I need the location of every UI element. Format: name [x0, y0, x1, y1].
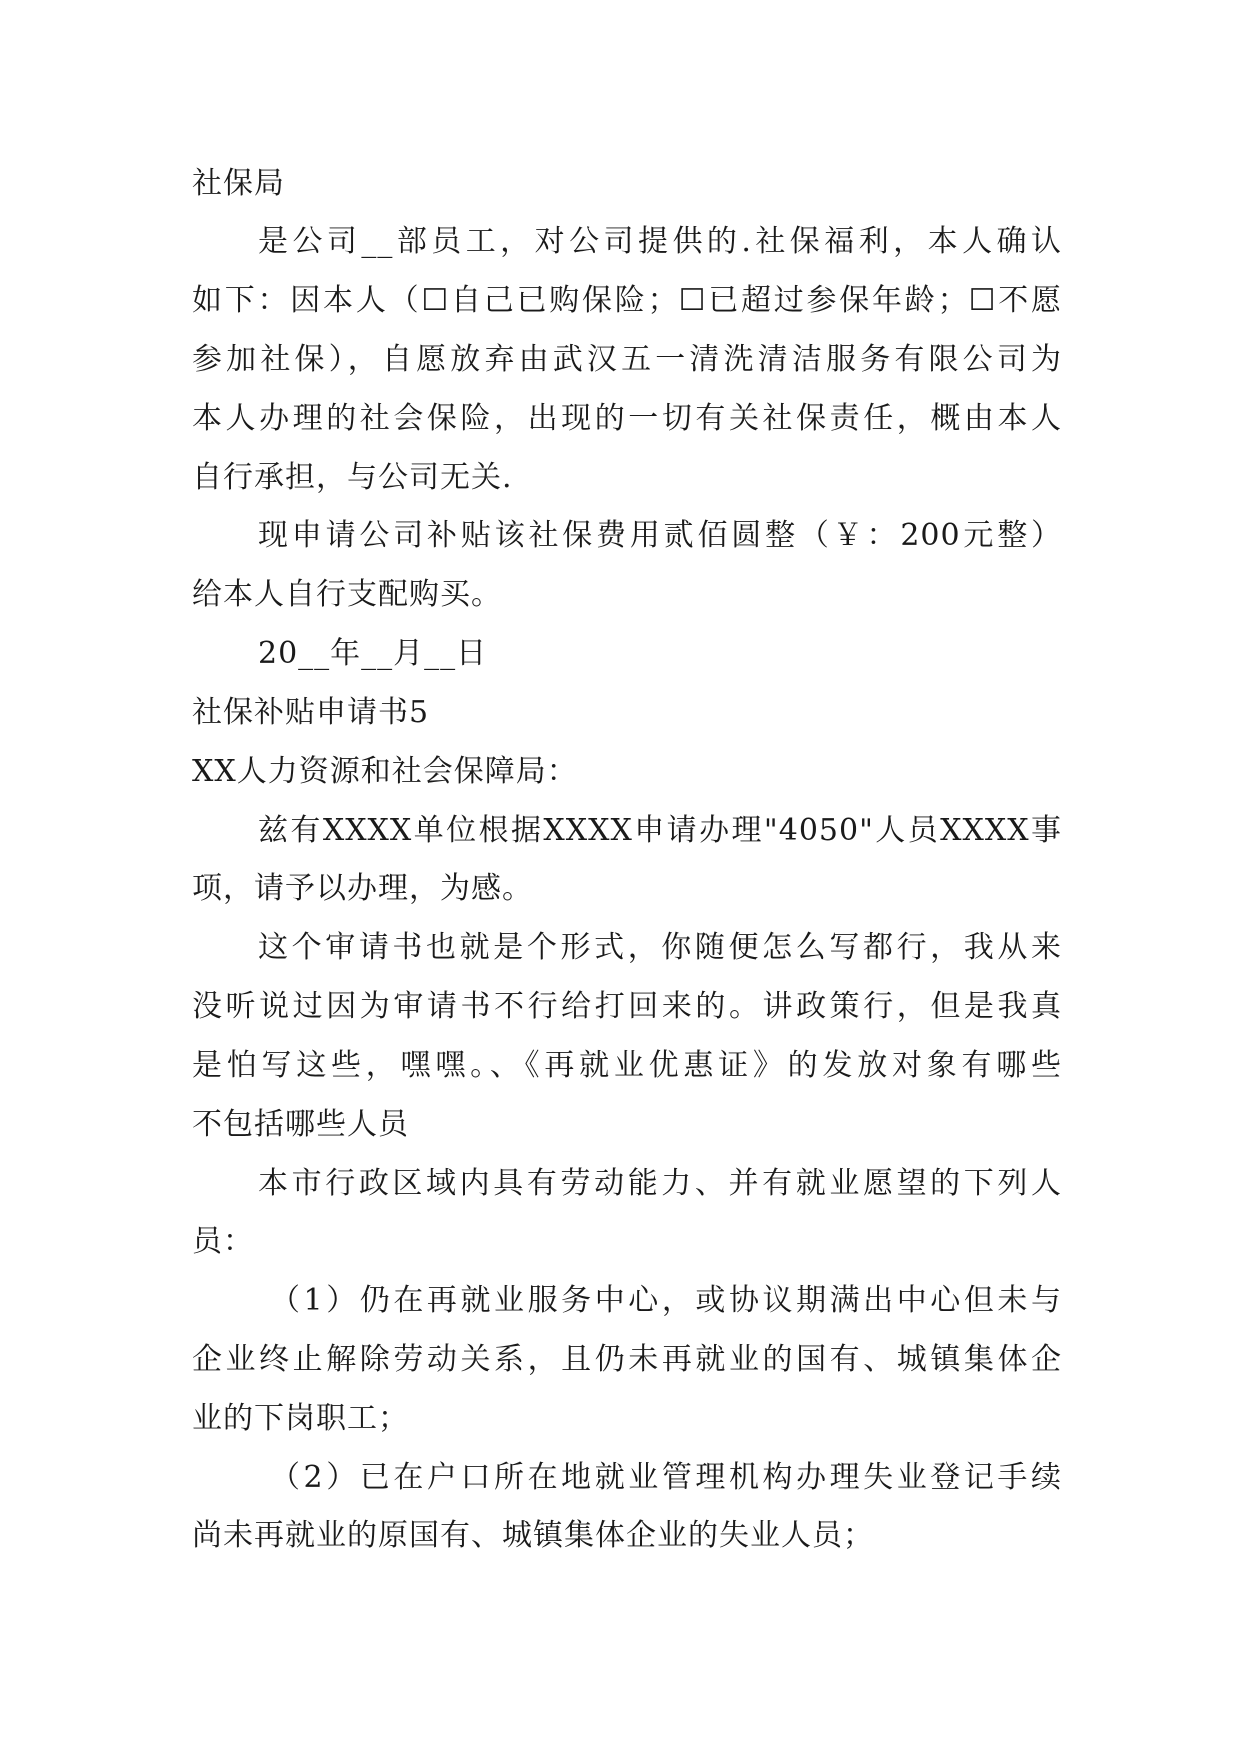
text-line: 这个审请书也就是个形式，你随便怎么写都行，我从来	[258, 930, 1062, 965]
text-line: 参加社保），自愿放弃由武汉五一清洗清洁服务有限公司为	[192, 342, 1062, 377]
text-line: 社保局	[192, 166, 285, 201]
section-title: 社保补贴申请书5	[192, 695, 430, 730]
text-line: 是公司__部员工，对公司提供的.社保福利，本人确认	[258, 224, 1062, 259]
list-item-line: 企业终止解除劳动关系，且仍未再就业的国有、城镇集体企	[192, 1342, 1062, 1377]
text-line: 不包括哪些人员	[192, 1107, 409, 1142]
text-line: 本市行政区域内具有劳动能力、并有就业愿望的下列人	[258, 1166, 1062, 1201]
text-line: 现申请公司补贴该社保费用贰佰圆整（￥：200元整）	[258, 518, 1062, 553]
addressee-line: XX人力资源和社会保障局：	[192, 754, 578, 789]
list-item-line: （1）仍在再就业服务中心，或协议期满出中心但未与	[270, 1283, 1062, 1318]
text-line: 项，请予以办理，为感。	[192, 871, 533, 906]
text-line: 员：	[192, 1224, 254, 1259]
text-line: 如下：因本人（☐自己已购保险；☐已超过参保年龄；☐不愿	[192, 283, 1062, 318]
list-item-line: 业的下岗职工；	[192, 1401, 409, 1436]
text-line: 没听说过因为审请书不行给打回来的。讲政策行，但是我真	[192, 989, 1062, 1024]
text-line: 本人办理的社会保险，出现的一切有关社保责任，概由本人	[192, 401, 1062, 436]
list-item-line: 尚未再就业的原国有、城镇集体企业的失业人员；	[192, 1518, 874, 1553]
text-line: 是怕写这些，嘿嘿。、《再就业优惠证》的发放对象有哪些	[192, 1048, 1062, 1083]
text-line: 兹有XXXX单位根据XXXX申请办理"4050"人员XXXX事	[258, 813, 1062, 848]
text-line: 给本人自行支配购买。	[192, 577, 502, 612]
list-item-line: （2）已在户口所在地就业管理机构办理失业登记手续	[270, 1460, 1062, 1495]
text-line: 自行承担，与公司无关.	[192, 460, 513, 495]
date-line: 20__年__月__日	[258, 636, 488, 671]
